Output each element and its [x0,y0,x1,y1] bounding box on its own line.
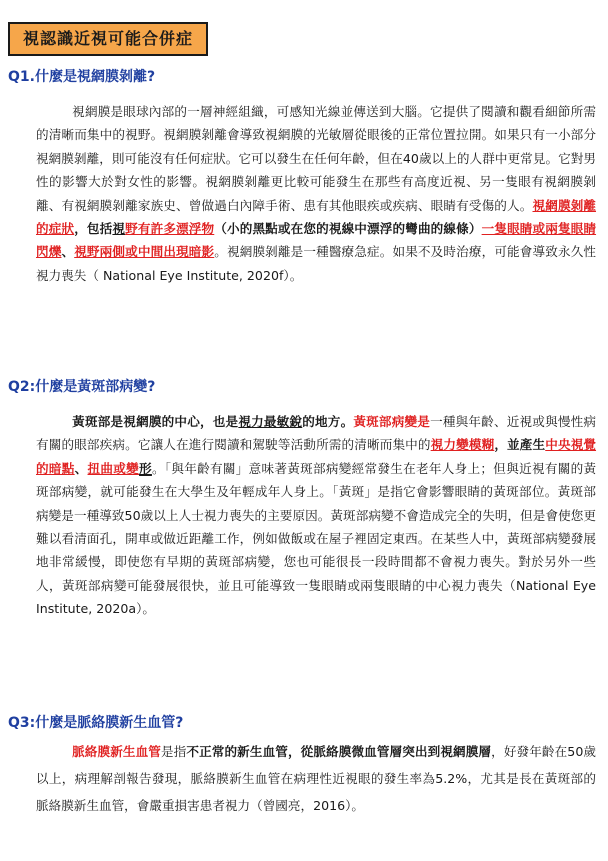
q2-sharpest-vision: 視力最敏銳 [238,414,303,429]
q3-text-2: ，好發年齡在50歲以上，病理解剖報告發現，脈絡膜新生血管在病理性近視眼的發生率為5.2%，尤其是長在黃斑部的脈絡膜新生血管，會嚴重損害患者視力（曾國亮，2016）。 [36,744,597,813]
question-3-heading: Q3:什麼是脈絡膜新生血管? [8,715,184,731]
q1-symptoms-highlight: 視網膜剝離的症狀 [36,197,597,237]
q1-text-5: 。視網膜剝離是一種醫療急症。如果不及時治療，可能會導致永久性視力喪失（ National Eye Institute, 2020f）。 [36,244,597,283]
q2-text-4: ，並產生 [494,437,546,453]
q3-text-1: 是指 [160,744,187,759]
q1-symptom-3: 視野兩側或中間出現暗影 [74,244,215,260]
q1-text-3: （小的黑點或在您的視線中漂浮的彎曲的線條） [214,221,482,237]
q1-symptom-1a: 視 [112,221,126,237]
q2-macular-highlight: 黃斑部病變是 [353,414,431,429]
q2-text-5: 、 [74,460,88,476]
q1-text-2: ，包括 [74,221,113,237]
q1-symptom-2: 一隻眼睛或兩隻眼睛閃爍 [36,221,597,260]
q3-cnv-highlight: 脈絡膜新生血管 [72,744,161,759]
q2-text-2: 的地方。 [302,414,354,429]
q3-definition: 不正常的新生血管，從脈絡膜微血管層突出到視網膜層 [186,744,492,759]
page-title: 視認識近視可能合併症 [8,22,208,56]
q2-shape-char: 形 [139,460,152,476]
q1-text-4: 、 [61,244,75,260]
q2-distortion-highlight: 扭曲或變 [87,460,140,476]
question-1-heading: Q1.什麼是視網膜剝離? [8,69,156,85]
q2-blur-highlight: 視力變模糊 [430,437,495,453]
q2-text-6: 。「與年齡有關」意味著黃斑部病變經常發生在老年人身上；但與近視有關的黃斑部病變，就可能發生在大學生及年輕成年人身上。「黃斑」是指它會影響眼睛的黃斑部位。黃斑部病變是一種導致50歲以上人士視力喪失的主要原因。黃斑部病變不會造成完全的失明，但是會使您更難以看清面孔，開車或做近距離工作，例如做飯或在屋子裡固定東西。在某些人中，黃斑部病變發展地非常緩慢，即使您有早期的黃斑部病變，您也可能很長一段時間都不會視力喪失。對於另外一些人，黃斑部病變可能發展很快，並且可能導致一隻眼睛或兩隻眼睛的中心視力喪失（National Eye Institute, 2020a）。 [36,460,597,617]
answer-3-paragraph [36,738,596,819]
answer-2-paragraph [36,410,596,621]
q1-symptom-1b: 野有許多漂浮物 [125,221,215,237]
question-2-heading: Q2:什麼是黃斑部病變? [8,379,156,395]
q2-dark-spot-highlight: 中央視覺的暗點 [36,437,597,476]
answer-1-paragraph [36,100,596,287]
q1-text-1: 視網膜是眼球內部的一層神經組織，可感知光線並傳送到大腦。它提供了閱讀和觀看細節所需的清晰而集中的視野。視網膜剝離會導致視網膜的光敏層從眼後的正常位置拉開。如果只有一小部分視網膜剝離，則可能沒有任何症狀。它可以發生在任何年齡，但在40歲以上的人群中更常見。它對男性的影響大於對女性的影響。視網膜剝離更比較可能發生在那些有高度近視、另一隻眼有視網膜剝離、有視網膜剝離家族史、曾做過白內障手術、患有其他眼疾或疾病、眼睛有受傷的人。 [36,104,596,213]
q2-text-1: 黃斑部是視網膜的中心，也是 [72,414,239,429]
q2-text-3: 一種與年齡、近視或與慢性病有關的眼部疾病。它讓人在進行閱讀和駕駛等活動所需的清晰而集中的 [36,414,597,453]
